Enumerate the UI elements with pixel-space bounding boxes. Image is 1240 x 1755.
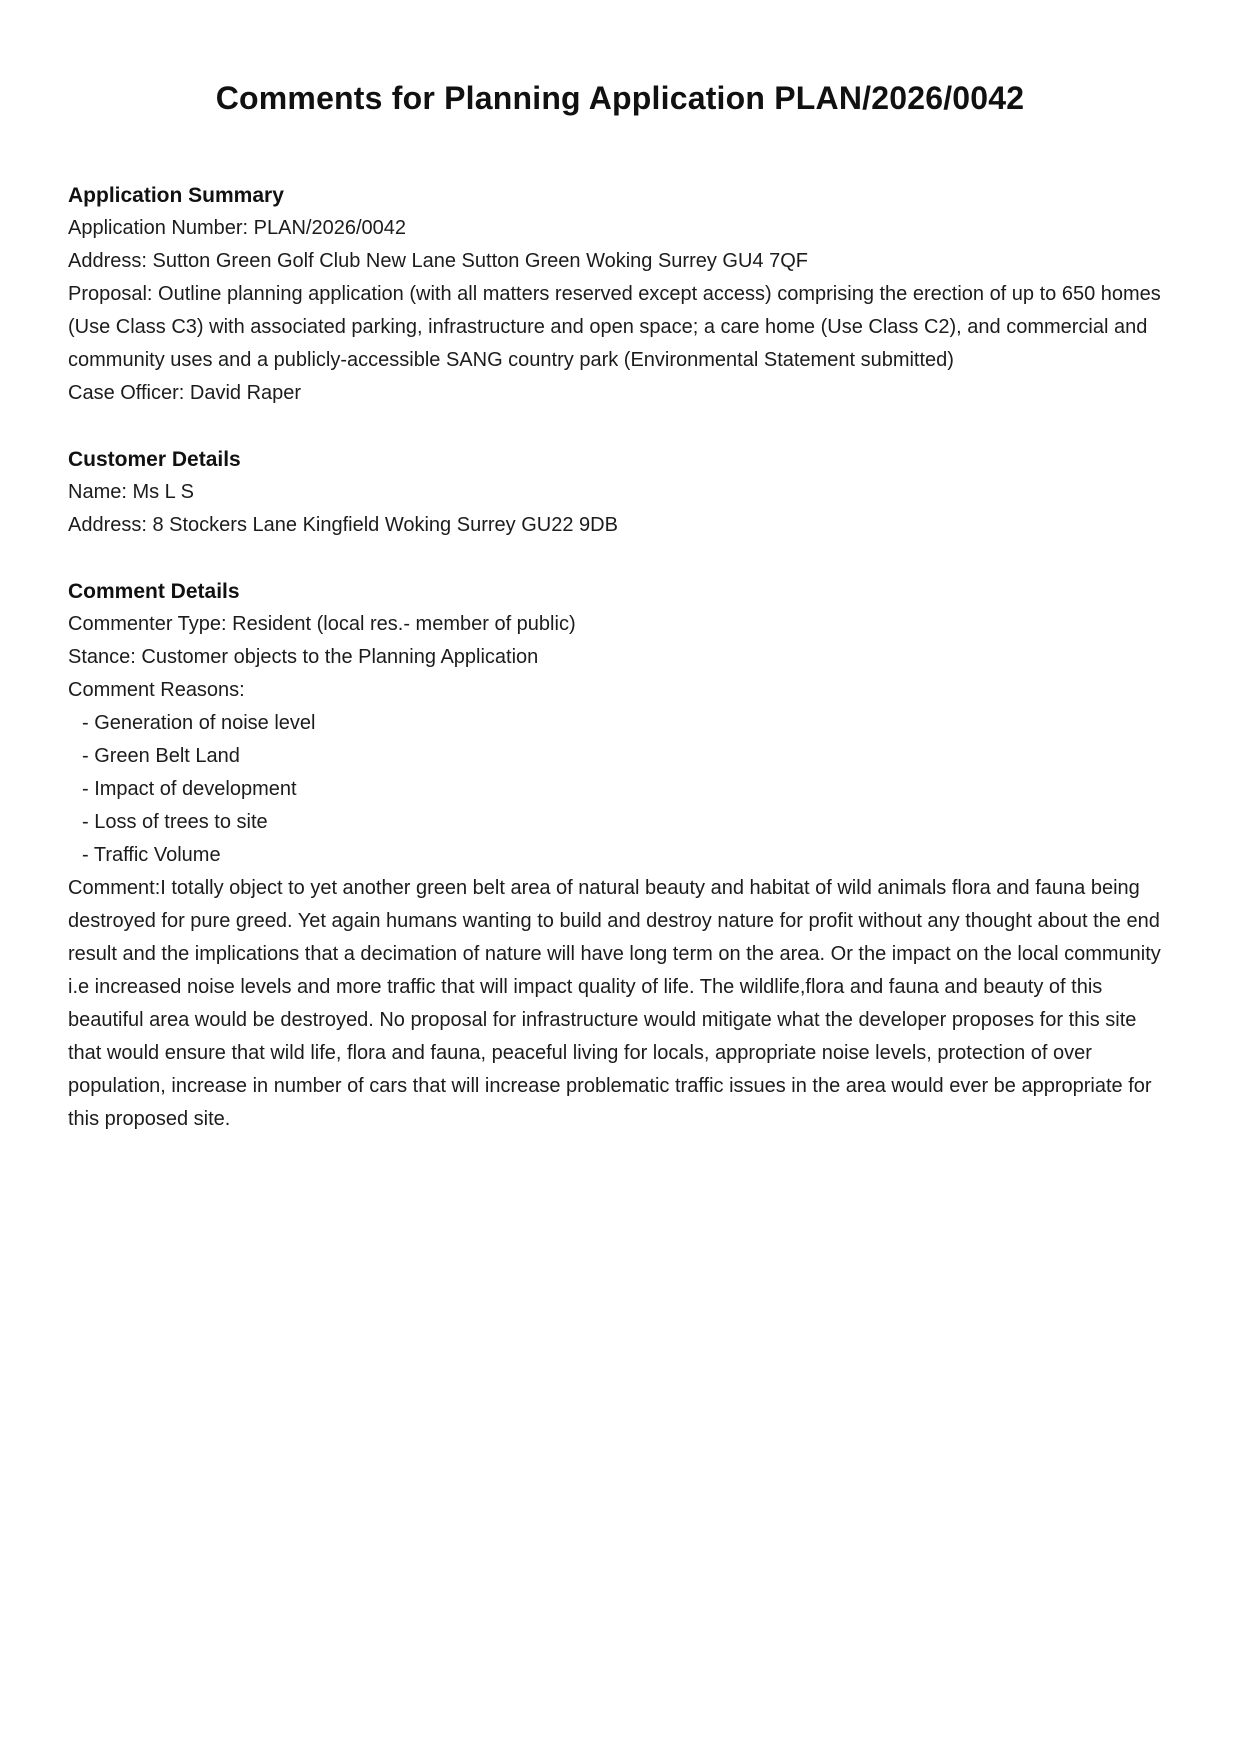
customer-address-line: Address: 8 Stockers Lane Kingfield Woking Surrey GU22 9DB: [68, 514, 618, 536]
comment-reason-item: - Traffic Volume: [82, 844, 221, 866]
application-address-line: Address: Sutton Green Golf Club New Lane Sutton Green Woking Surrey GU4 7QF: [68, 250, 808, 272]
application-number-line: Application Number: PLAN/2026/0042: [68, 217, 406, 239]
application-summary-section: [68, 179, 1172, 410]
comment-body-paragraph: Comment:I totally object to yet another green belt area of natural beauty and habitat of wild animals flora and fauna being destroyed for pure greed. Yet again humans wanting to build and destroy nature for profit without any thought about the end result and the implications that a decimation of nature will have long term on the area. Or the impact on the local community i.e increased noise levels and more traffic that will impact quality of life. The wildlife,flora and fauna and beauty of this beautiful area would be destroyed. No proposal for infrastructure would mitigate what the developer proposes for this site that would ensure that wild life, flora and fauna, peaceful living for locals, appropriate noise levels, protection of over population, increase in number of cars that will increase problematic traffic issues in the area would ever be appropriate for this proposed site.: [68, 877, 1161, 1130]
application-proposal-paragraph: Proposal: Outline planning application (with all matters reserved except access) comprising the erection of up to 650 homes (Use Class C3) with associated parking, infrastructure and open space; a care home (Use Class C2), and commercial and community uses and a publicly-accessible SANG country park (Environmental Statement submitted): [68, 283, 1161, 371]
comment-reason-item: - Green Belt Land: [82, 745, 240, 767]
comment-reason-item: - Generation of noise level: [82, 712, 316, 734]
stance-line: Stance: Customer objects to the Planning Application: [68, 646, 539, 668]
customer-details-heading: Customer Details: [68, 448, 241, 471]
comment-reason-item: - Impact of development: [82, 778, 297, 800]
case-officer-line: Case Officer: David Raper: [68, 382, 302, 404]
customer-details-section: [68, 443, 1172, 542]
application-summary-heading: Application Summary: [68, 184, 284, 207]
commenter-type-line: Commenter Type: Resident (local res.- member of public): [68, 613, 576, 635]
document-title: Comments for Planning Application PLAN/2026/0042: [215, 80, 1025, 116]
comment-details-section: [68, 575, 1172, 1136]
customer-name-line: Name: Ms L S: [68, 481, 194, 503]
comment-reasons-label: Comment Reasons:: [68, 679, 245, 701]
comment-reason-item: - Loss of trees to site: [82, 811, 268, 833]
comment-details-heading: Comment Details: [68, 580, 240, 603]
